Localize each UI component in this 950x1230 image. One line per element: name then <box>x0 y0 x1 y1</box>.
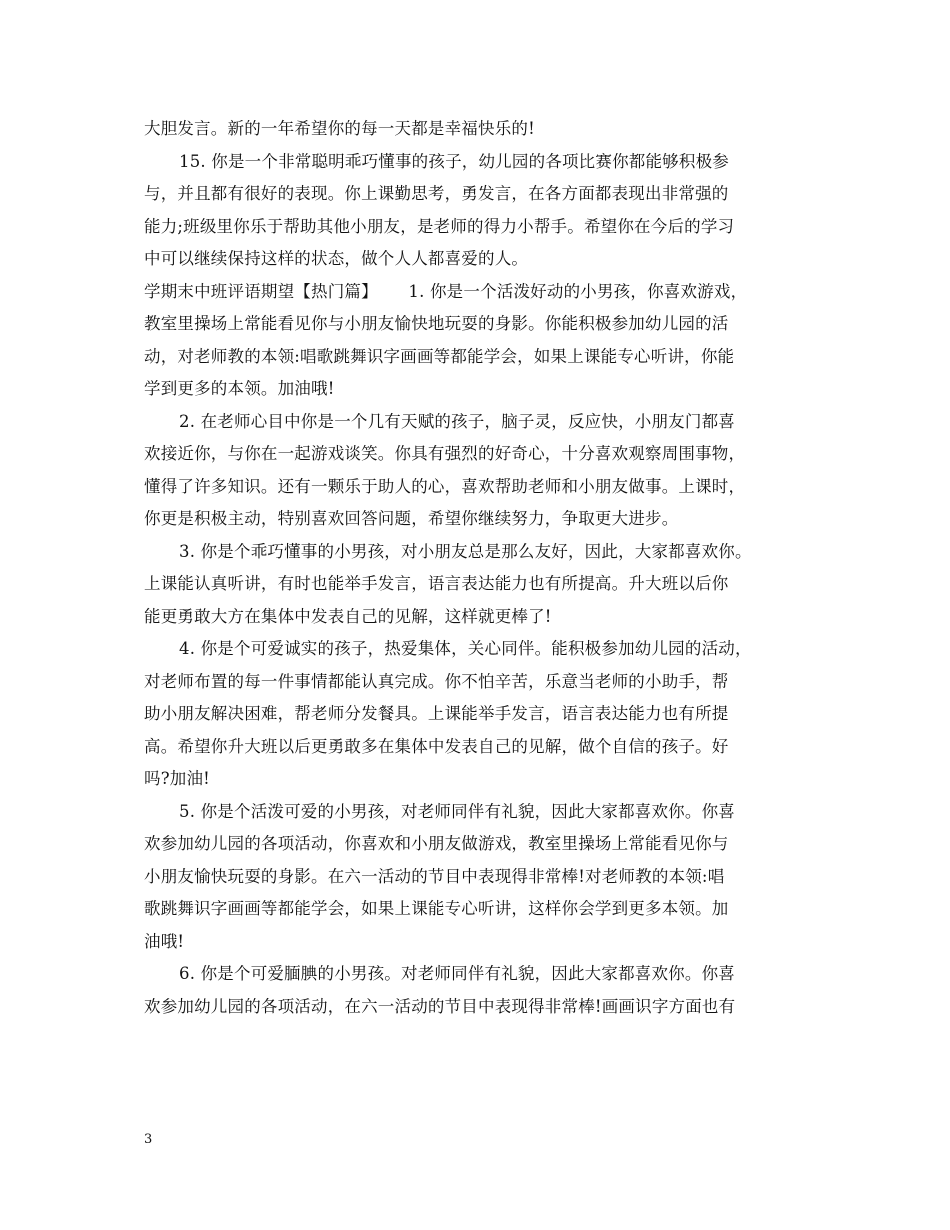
text-line-20: 高。希望你升大班以后更勇敢多在集体中发表自己的见解，做个自信的孩子。好 <box>144 736 729 756</box>
text-line-18: 对老师布置的每一件事情都能认真完成。你不怕辛苦，乐意当老师的小助手，帮 <box>144 671 729 691</box>
text-line-11: 欢接近你，与你在一起游戏谈笑。你具有强烈的好奇心，十分喜欢观察周围事物， <box>144 444 746 463</box>
text-line-26: 油哦! <box>144 931 185 951</box>
text-line-7: 教室里操场上常能看见你与小朋友愉快地玩耍的身影。你能积极参加幼儿园的活 <box>144 314 729 333</box>
text-line-23: 欢参加幼儿园的各项活动，你喜欢和小朋友做游戏，教室里操场上常能看见你与 <box>144 834 729 853</box>
text-line-25: 歌跳舞识字画画等都能学会，如果上课能专心听讲，这样你会学到更多本领。加 <box>144 899 729 918</box>
text-line-28: 欢参加幼儿园的各项活动，在六一活动的节目中表现得非常棒!画画识字方面也有 <box>144 996 736 1016</box>
text-line-9: 学到更多的本领。加油哦! <box>144 379 335 398</box>
text-line-19: 助小朋友解决困难，帮老师分发餐具。上课能举手发言，语言表达能力也有所提 <box>144 704 729 723</box>
text-line-8: 动，对老师教的本领:唱歌跳舞识字画画等都能学会，如果上课能专心听讲，你能 <box>144 346 735 366</box>
text-line-16: 能更勇敢大方在集体中发表自己的见解，这样就更棒了! <box>144 606 552 626</box>
text-line-13: 你更是积极主动，特别喜欢回答问题，希望你继续努力，争取更大进步。 <box>144 509 679 528</box>
text-line-14: 3. 你是个乖巧懂事的小男孩，对小朋友总是那么友好，因此，大家都喜欢你。 <box>179 541 752 561</box>
text-line-15: 上课能认真听讲，有时也能举手发言，语言表达能力也有所提高。升大班以后你 <box>144 574 729 593</box>
text-line-21: 吗?加油! <box>144 769 210 788</box>
text-line-5: 中可以继续保持这样的状态，做个人人都喜爱的人。 <box>144 249 529 268</box>
text-line-4: 能力;班级里你乐于帮助其他小朋友，是老师的得力小帮手。希望你在今后的学习 <box>144 216 735 236</box>
text-line-1: 大胆发言。新的一年希望你的每一天都是幸福快乐的! <box>144 119 535 138</box>
text-line-3: 与，并且都有很好的表现。你上课勤思考，勇发言，在各方面都表现出非常强的 <box>144 184 729 203</box>
text-line-22: 5. 你是个活泼可爱的小男孩，对老师同伴有礼貌，因此大家都喜欢你。你喜 <box>179 801 735 821</box>
text-line-17: 4. 你是个可爱诚实的孩子，热爱集体，关心同伴。能积极参加幼儿园的活动， <box>179 639 752 658</box>
text-line-24: 小朋友愉快玩耍的身影。在六一活动的节目中表现得非常棒!对老师教的本领:唱 <box>144 866 725 886</box>
section-heading-line: 学期末中班评语期望【热门篇】 1. 你是一个活泼好动的小男孩，你喜欢游戏， <box>144 281 748 301</box>
document-body <box>144 113 811 1023</box>
text-line-2: 15. 你是一个非常聪明乖巧懂事的孩子，幼儿园的各项比赛你都能够积极参 <box>179 151 729 171</box>
text-line-27: 6. 你是个可爱腼腆的小男孩。对老师同伴有礼貌，因此大家都喜欢你。你喜 <box>179 964 735 983</box>
text-line-12: 懂得了许多知识。还有一颗乐于助人的心，喜欢帮助老师和小朋友做事。上课时， <box>144 476 746 496</box>
text-line-10: 2. 在老师心目中你是一个几有天赋的孩子，脑子灵，反应快，小朋友门都喜 <box>179 411 735 431</box>
page-number: 3 <box>144 1132 153 1147</box>
